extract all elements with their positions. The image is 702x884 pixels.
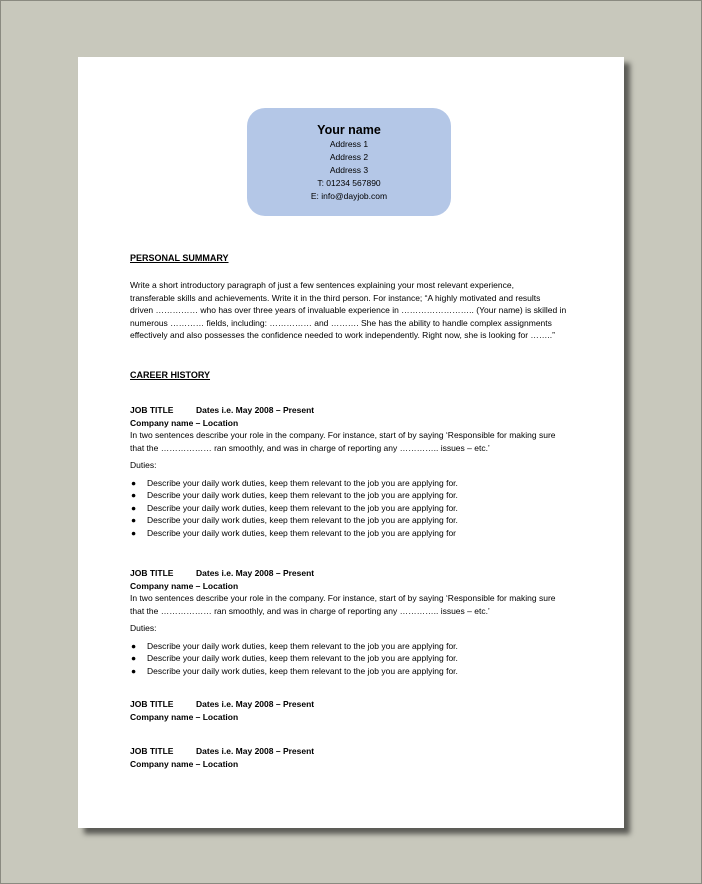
job-title: JOB TITLE [130,746,174,756]
bullet-icon: ● [131,653,137,663]
duty-item [130,502,578,515]
summary-line: Write a short introductory paragraph of just a few sentences explaining your most relevant experience, [130,280,514,290]
duties-list [130,640,578,678]
duty-text: Describe your daily work duties, keep them relevant to the job you are applying for. [147,477,458,488]
job-header [130,567,578,580]
candidate-name: Your name [317,123,381,137]
duty-item [130,514,578,527]
job-header [130,745,578,758]
duty-text: Describe your daily work duties, keep them relevant to the job you are applying for. [147,665,458,676]
job-entry [130,404,578,539]
phone-number: T: 01234 567890 [317,178,381,188]
company-location: Company name – Location [130,417,239,428]
company-location: Company name – Location [130,580,239,591]
role-description-line: that the ……………… ran smoothly, and was in charge of reporting any ………….. issues – etc.’ [130,442,490,453]
address-line-2: Address 2 [329,152,369,162]
job-entry [130,567,578,677]
job-entry [130,698,578,723]
summary-line: transferable skills and achievements. Write it in the third person. For instance; “A highly motivated and results [130,292,541,303]
summary-line: numerous ………… fields, including: …………… and ………. She has the ability to handle complex assignments [130,317,552,328]
summary-line: driven …………… who has over three years of invaluable experience in …………………….. (Your name) is skilled in [130,305,567,315]
bullet-icon: ● [131,665,137,676]
personal-summary-heading: PERSONAL SUMMARY [130,253,229,263]
bullet-icon: ● [131,477,137,488]
bullet-icon: ● [131,490,137,500]
duty-item [130,665,578,678]
job-header [130,404,578,417]
job-dates: Dates i.e. May 2008 – Present [196,568,315,578]
company-location: Company name – Location [130,711,239,722]
company-location: Company name – Location [130,758,239,769]
job-dates: Dates i.e. May 2008 – Present [196,746,315,756]
cv-page [78,57,624,828]
job-title: JOB TITLE [130,405,174,415]
job-entry [130,745,578,770]
summary-line: effectively and also possesses the confidence needed to work independently. Right now, she is looking for ……..” [130,330,555,340]
personal-summary-paragraph [130,279,578,342]
duty-text: Describe your daily work duties, keep them relevant to the job you are applying for. [147,490,458,500]
job-dates: Dates i.e. May 2008 – Present [196,405,315,415]
duty-item [130,640,578,653]
career-history-heading: CAREER HISTORY [130,370,211,380]
duties-label: Duties: [130,623,157,633]
job-header [130,698,578,711]
duty-item [130,527,578,540]
duty-text: Describe your daily work duties, keep them relevant to the job you are applying for. [147,515,458,525]
bullet-icon: ● [131,515,137,525]
duty-item [130,652,578,665]
email-address: E: info@dayjob.com [310,191,388,201]
duty-item [130,477,578,490]
role-description-line: In two sentences describe your role in the company. For instance, start of by saying ‘Responsible for making sure [130,430,556,440]
job-dates: Dates i.e. May 2008 – Present [196,699,315,709]
bullet-icon: ● [131,640,137,651]
contact-header-box [247,108,451,216]
duty-text: Describe your daily work duties, keep them relevant to the job you are applying for. [147,502,458,513]
duty-text: Describe your daily work duties, keep them relevant to the job you are applying for. [147,640,458,651]
job-title: JOB TITLE [130,568,174,578]
role-description-line: In two sentences describe your role in the company. For instance, start of by saying ‘Responsible for making sure [130,593,556,603]
address-line-3: Address 3 [329,165,369,175]
duty-text: Describe your daily work duties, keep them relevant to the job you are applying for. [147,653,458,663]
role-description-line: that the ……………… ran smoothly, and was in charge of reporting any ………….. issues – etc.’ [130,605,490,616]
duty-text: Describe your daily work duties, keep them relevant to the job you are applying for [147,527,456,538]
duties-label: Duties: [130,460,157,470]
bullet-icon: ● [131,527,137,538]
duty-item [130,489,578,502]
bullet-icon: ● [131,502,137,513]
job-title: JOB TITLE [130,699,174,709]
address-line-1: Address 1 [329,139,369,149]
duties-list [130,477,578,540]
